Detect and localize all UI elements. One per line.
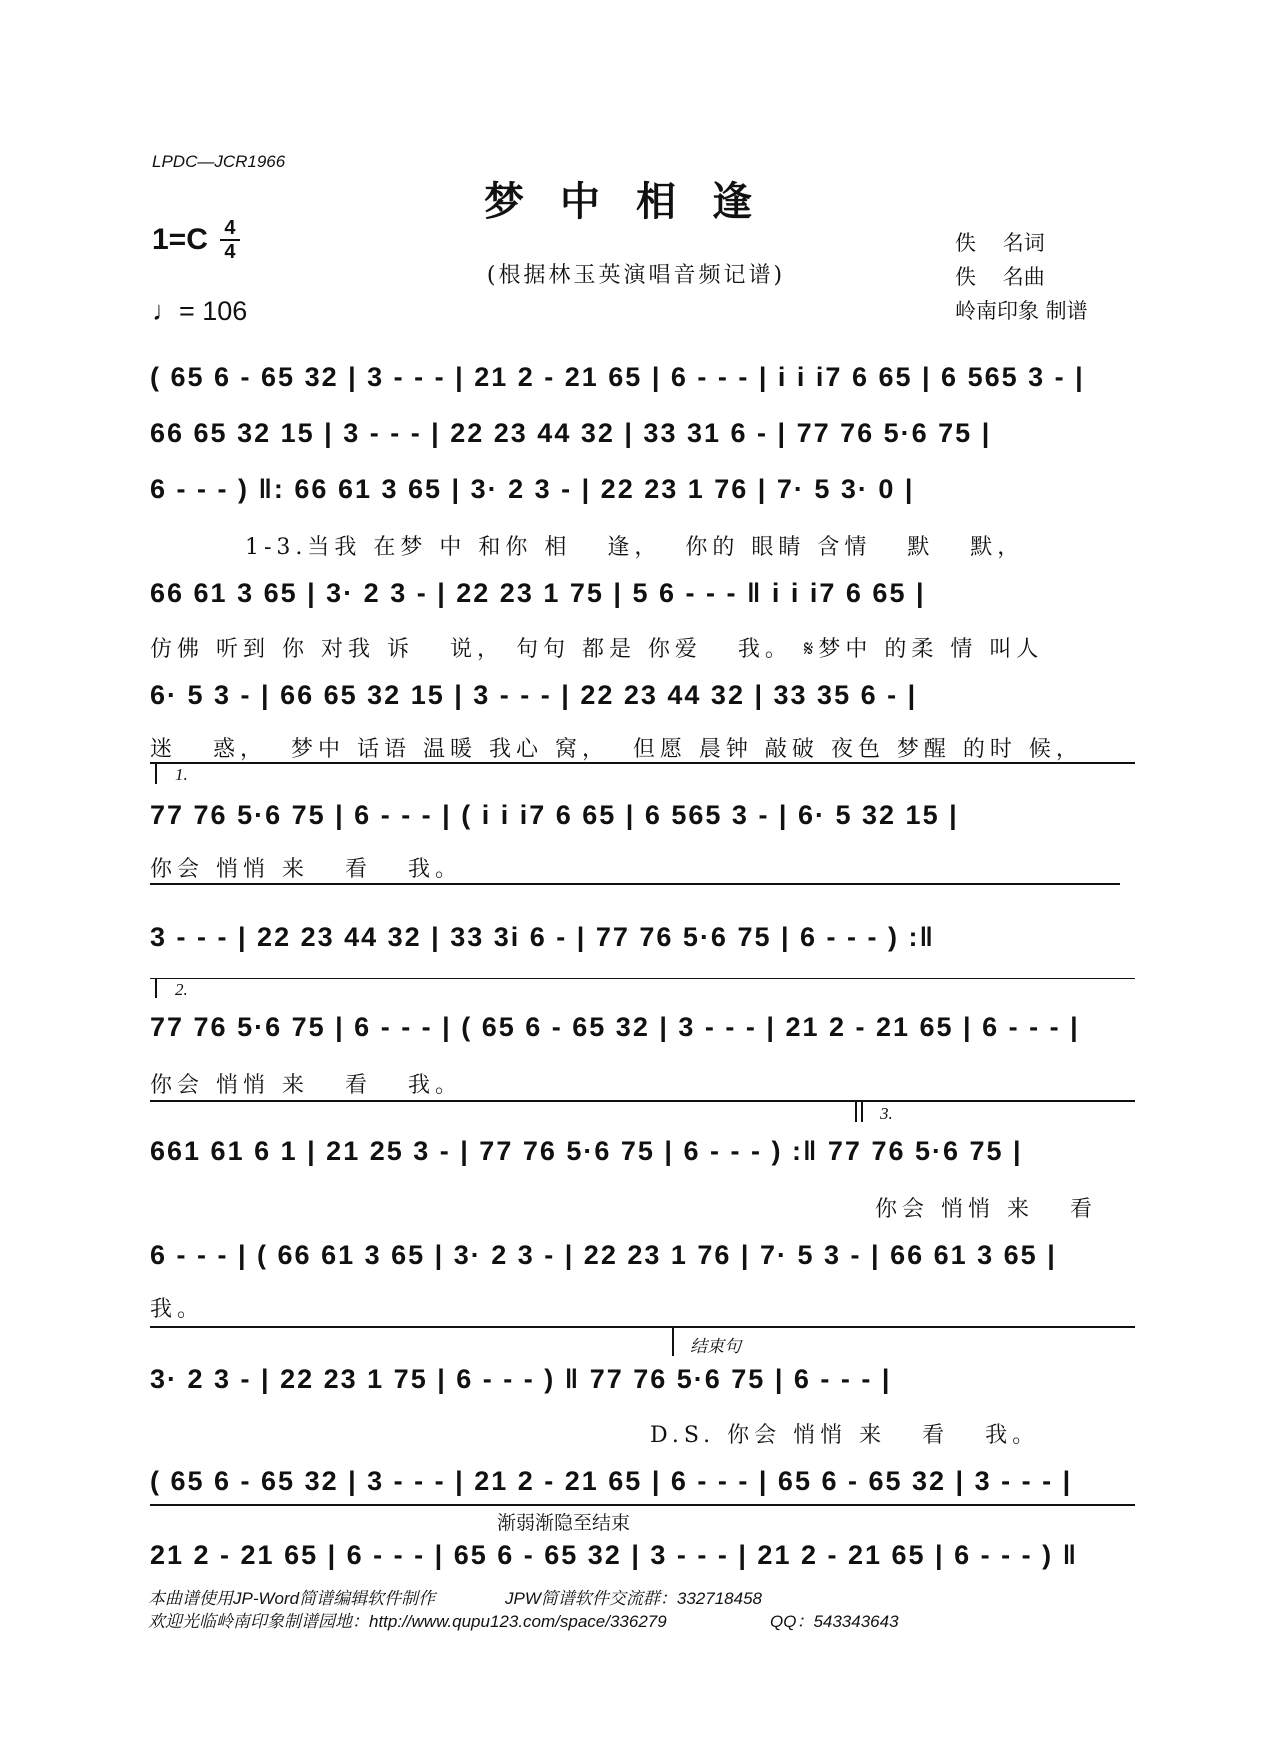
footer-qq: QQ：543343643 (770, 1612, 899, 1631)
subtitle: (根据林玉英演唱音频记谱) (486, 263, 786, 288)
lyrics-line-5: 迷 惑， 梦中 话语 温暖 我心 窝， 但愿 晨钟 敲破 夜色 梦醒 的时 候， (150, 737, 1083, 762)
time-signature-bottom: 4 (224, 241, 236, 263)
lyrics-line-11: D.S. 你会 悄悄 来 看 我。 (650, 1423, 1040, 1448)
score-line-8: 77 76 5·6 75 | 6 - - - | ( 65 6 - 65 32 | 3 - - - | 21 2 - 21 65 | 6 - - - | (150, 1012, 1080, 1042)
coda-label: 结束句 (690, 1337, 741, 1357)
score-line-5: 6· 5 3 - | 66 65 32 15 | 3 - - - | 22 23 44 32 | 33 35 6 - | (150, 680, 918, 710)
lyrics-line-3: 1-3.当我 在梦 中 和你 相 逢， 你的 眼睛 含情 默 默， (245, 535, 1025, 560)
lyrics-line-4: 仿佛 听到 你 对我 诉 说， 句句 都是 你爱 我。 𝄋梦中 的柔 情 叫人 (150, 637, 1044, 662)
footer-software: 本曲谱使用JP-Word简谱编辑软件制作 (148, 1589, 436, 1608)
score-line-4: 66 61 3 65 | 3· 2 3 - | 22 23 1 75 | 5 6 - - - ‖ i i i7 6 65 | (150, 578, 926, 608)
tempo-marking: ♩= 106 (152, 296, 248, 326)
volta-2-end-line (150, 1100, 870, 1102)
score-code: LPDC—JCR1966 (152, 152, 286, 171)
score-line-9: 661 61 6 1 | 21 25 3 - | 77 76 5·6 75 | 6 - - - ) :‖ 77 76 5·6 75 | (150, 1136, 1023, 1166)
footer-group: JPW简谱软件交流群：332718458 (505, 1589, 762, 1608)
lyrics-line-8: 你会 悄悄 来 看 我。 (150, 1073, 462, 1098)
volta-1-end-line (150, 883, 1120, 885)
volta-3-bracket (861, 1100, 1135, 1102)
coda-left (672, 1326, 674, 1356)
time-signature (220, 218, 240, 262)
volta-1-left (155, 762, 157, 784)
key-label: 1=C (152, 223, 208, 256)
volta-1-bracket (150, 762, 1135, 764)
score-line-7: 3 - - - | 22 23 44 32 | 33 3i 6 - | 77 76 5·6 75 | 6 - - - ) :‖ (150, 922, 935, 952)
score-line-3: 6 - - - ) ‖: 66 61 3 65 | 3· 2 3 - | 22 23 1 76 | 7· 5 3· 0 | (150, 474, 915, 504)
score-line-13: 21 2 - 21 65 | 6 - - - | 65 6 - 65 32 | 3 - - - | 21 2 - 21 65 | 6 - - - ) ‖ (150, 1540, 1079, 1570)
composer-credit: 佚 名曲 (955, 265, 1045, 289)
fade-annotation: 渐弱渐隐至结束 (497, 1512, 631, 1534)
fade-bracket (150, 1504, 1135, 1506)
volta-3-double-left (855, 1100, 857, 1122)
footer-website[interactable]: 欢迎光临岭南印象制谱园地：http://www.qupu123.com/space/336279 (148, 1612, 667, 1631)
key-signature (152, 218, 240, 262)
score-line-2: 66 65 32 15 | 3 - - - | 22 23 44 32 | 33 31 6 - | 77 76 5·6 75 | (150, 418, 992, 448)
lyrics-line-9: 你会 悄悄 来 看 (875, 1197, 1097, 1222)
volta-2-left (155, 978, 157, 998)
lyrics-line-6: 你会 悄悄 来 看 我。 (150, 857, 462, 882)
score-line-10: 6 - - - | ( 66 61 3 65 | 3· 2 3 - | 22 23 1 76 | 7· 5 3 - | 66 61 3 65 | (150, 1240, 1057, 1270)
score-line-12: ( 65 6 - 65 32 | 3 - - - | 21 2 - 21 65 | 6 - - - | 65 6 - 65 32 | 3 - - - | (150, 1466, 1073, 1496)
song-title: 梦中相逢 (484, 178, 788, 225)
volta-3-label: 3. (880, 1104, 893, 1123)
time-signature-top: 4 (224, 217, 236, 239)
score-line-1: ( 65 6 - 65 32 | 3 - - - | 21 2 - 21 65 | 6 - - - | i i i7 6 65 | 6 565 3 - | (150, 362, 1085, 392)
credits (955, 226, 1088, 328)
volta-1-label: 1. (175, 765, 188, 784)
score-line-11: 3· 2 3 - | 22 23 1 75 | 6 - - - ) ‖ 77 76 5·6 75 | 6 - - - | (150, 1364, 892, 1394)
volta-2-bracket (150, 978, 1135, 979)
transcriber-credit: 岭南印象 制谱 (955, 299, 1088, 323)
lyricist-credit: 佚 名词 (955, 231, 1045, 255)
score-line-6: 77 76 5·6 75 | 6 - - - | ( i i i7 6 65 | 6 565 3 - | 6· 5 32 15 | (150, 800, 959, 830)
lyrics-line-10: 我。 (150, 1297, 205, 1322)
coda-bracket (150, 1326, 1135, 1328)
volta-2-label: 2. (175, 980, 188, 999)
volta-3-left (861, 1100, 863, 1122)
